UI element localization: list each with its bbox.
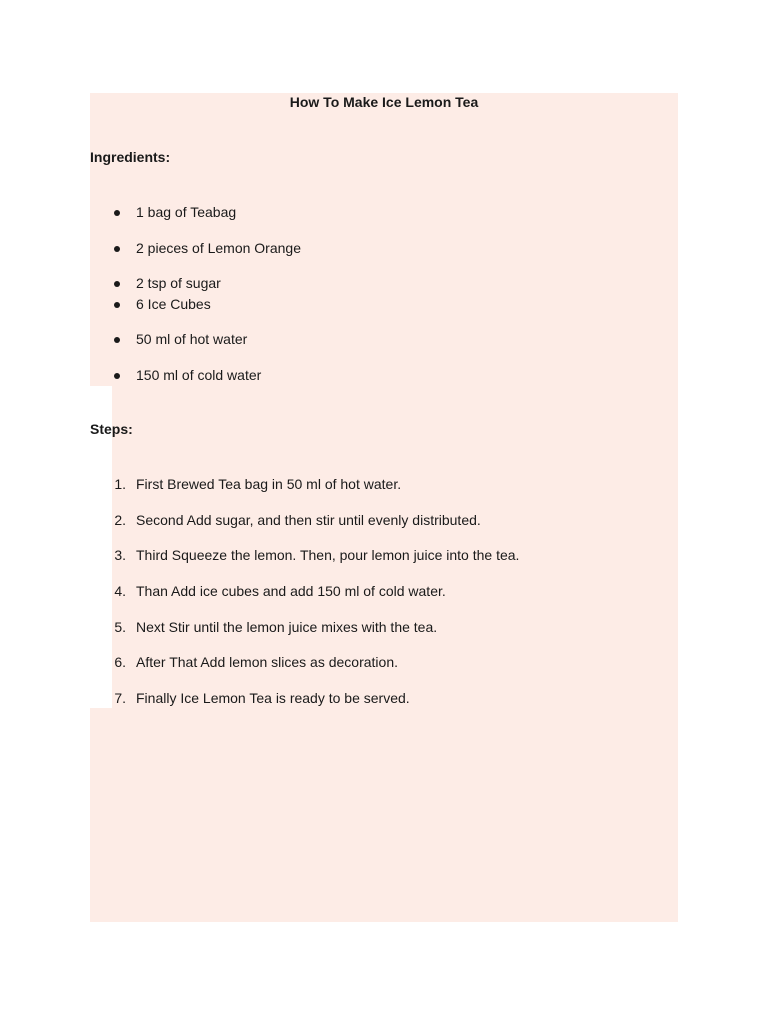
ingredient-text: 150 ml of cold water — [136, 367, 262, 383]
bullet-icon — [114, 302, 120, 308]
step-number: 1. — [114, 476, 126, 492]
bullet-icon — [114, 337, 120, 343]
step-number: 5. — [114, 619, 126, 635]
ingredient-text: 1 bag of Teabag — [136, 204, 237, 220]
ingredient-text: 6 Ice Cubes — [136, 296, 211, 312]
shading-lower — [90, 708, 678, 922]
step-text: Second Add sugar, and then stir until evenly distributed. — [136, 512, 481, 528]
step-text: Finally Ice Lemon Tea is ready to be served. — [136, 690, 410, 706]
step-number: 4. — [114, 583, 126, 599]
ingredient-text: 2 pieces of Lemon Orange — [136, 240, 301, 256]
ingredients-heading: Ingredients: — [90, 149, 171, 165]
step-text: Next Stir until the lemon juice mixes with the tea. — [136, 619, 438, 635]
steps-heading: Steps: — [90, 421, 133, 437]
ingredient-text: 2 tsp of sugar — [136, 275, 221, 291]
bullet-icon — [114, 373, 120, 379]
document-title: How To Make Ice Lemon Tea — [289, 94, 479, 110]
step-text: Third Squeeze the lemon. Then, pour lemon juice into the tea. — [136, 547, 520, 563]
step-text: After That Add lemon slices as decoration. — [136, 654, 398, 670]
bullet-icon — [114, 210, 120, 216]
step-number: 2. — [114, 512, 126, 528]
step-number: 7. — [114, 690, 126, 706]
bullet-icon — [114, 246, 120, 252]
bullet-icon — [114, 281, 120, 287]
step-number: 3. — [114, 547, 126, 563]
step-text: First Brewed Tea bag in 50 ml of hot water. — [136, 476, 402, 492]
step-text: Than Add ice cubes and add 150 ml of cold water. — [136, 583, 446, 599]
ingredient-text: 50 ml of hot water — [136, 331, 248, 347]
step-number: 6. — [114, 654, 126, 670]
